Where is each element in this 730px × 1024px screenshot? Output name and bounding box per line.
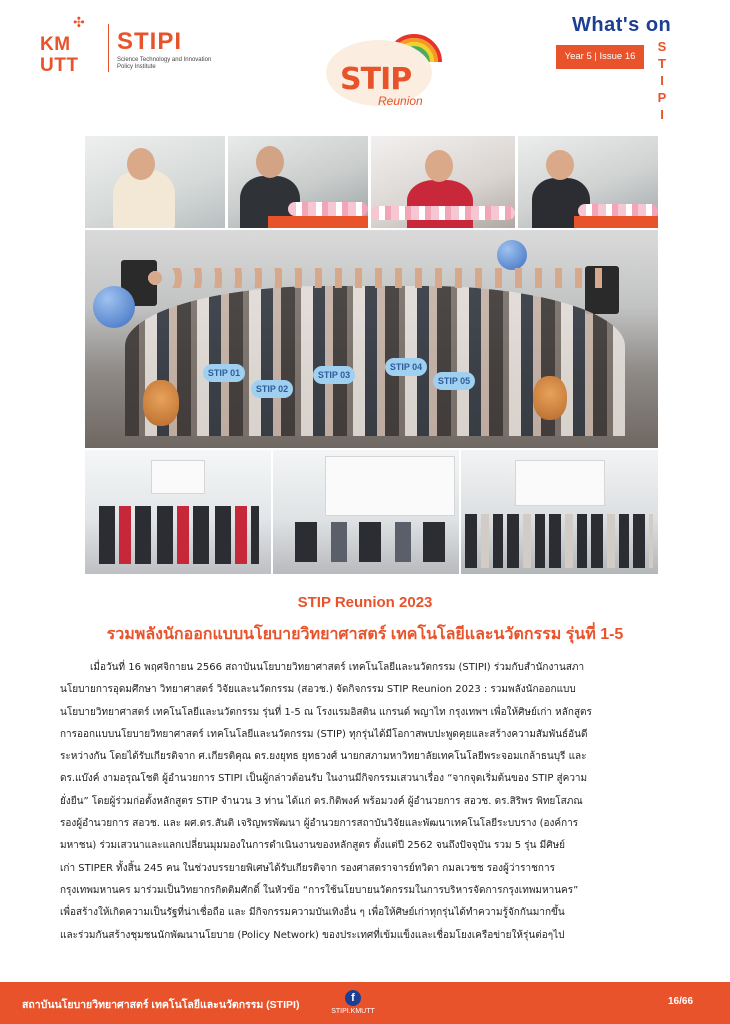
photo-vip-group bbox=[85, 450, 271, 574]
body-line: และร่วมกันสร้างชุมชนนักพัฒนานโยบาย (Policy Network) ของประเทศที่เข้มแข็งและเชื่อมโยงเครือข่ายให้รุ่นต่อๆไป bbox=[60, 929, 565, 941]
article-body bbox=[60, 657, 670, 947]
photo-speaker-3 bbox=[371, 136, 515, 228]
reunion-logo-subtitle: Reunion bbox=[378, 94, 423, 108]
photo-speaker-4 bbox=[518, 136, 658, 228]
reunion-logo-title: STIP bbox=[340, 62, 412, 97]
vertical-letter: I bbox=[660, 107, 664, 122]
stipi-logo bbox=[117, 30, 227, 71]
stipi-vertical-label bbox=[655, 38, 669, 123]
facebook-handle[interactable]: STIPI.KMUTT bbox=[331, 1008, 375, 1015]
body-line: ดร.แบ๊งค์ งามอรุณโชติ ผู้อำนวยการ STIPI เป็นผู้กล่าวต้อนรับ ในงานมีกิจกรรมเสวนาเรื่อง “จากจุดเริ่มต้นของ STIP สู่ความ bbox=[60, 773, 588, 785]
vertical-letter: I bbox=[660, 73, 664, 88]
body-line: ยั่งยืน” โดยผู้ร่วมก่อตั้งหลักสูตร STIP จำนวน 3 ท่าน ได้แก่ ดร.กิติพงค์ พร้อมวงค์ ผู้อำนวยการ สอวช. ดร.สิริพร พิทยโสภณ bbox=[60, 795, 583, 807]
photo-group bbox=[85, 230, 658, 448]
footer-org-name: สถาบันนโยบายวิทยาศาสตร์ เทคโนโลยีและนวัตกรรม (STIPI) bbox=[22, 999, 300, 1011]
article-subtitle: รวมพลังนักออกแบบนโยบายวิทยาศาสตร์ เทคโนโลยีและนวัตกรรม รุ่นที่ 1-5 bbox=[106, 626, 624, 643]
photo-panel-discussion bbox=[273, 450, 459, 574]
page-number: 16/66 bbox=[668, 996, 694, 1007]
vertical-letter: T bbox=[658, 56, 666, 71]
body-line: เก่า STIPER ทั้งสิ้น 245 คน ในช่วงบรรยายพิเศษได้รับเกียรติจาก รองศาสตราจารย์ทวิดา กมลเวชช รองผู้ว่าราชการ bbox=[60, 862, 555, 874]
body-line: ระหว่างกัน โดยได้รับเกียรติจาก ศ.เกียรติคุณ ดร.ยงยุทธ ยุทธวงศ์ นายกสภามหาวิทยาลัยเทคโนโลยีพระจอมเกล้าธนบุรี และ bbox=[60, 751, 587, 763]
body-line: กรุงเทพมหานคร มาร่วมเป็นวิทยากรกิตติมศักดิ์ ในหัวข้อ “การใช้นโยบายนวัตกรรมในการบริหารจัดการกรุงเทพมหานคร” bbox=[60, 884, 579, 896]
group-sign: STIP 05 bbox=[433, 372, 475, 390]
body-line: รองผู้อำนวยการ สอวช. และ ผศ.ดร.สันติ เจริญพรพัฒนา ผู้อำนวยการสถาบันวิจัยและพัฒนาเทคโนโลยีระบบราง (องค์การ bbox=[60, 818, 579, 830]
newsletter-title: What's on bbox=[572, 14, 672, 36]
body-line: นโยบายวิทยาศาสตร์ เทคโนโลยีและนวัตกรรม รุ่นที่ 1-5 ณ โรงแรมอิสติน แกรนด์ พญาไท กรุงเทพฯ เพื่อให้ศิษย์เก่า หลักสูตร bbox=[60, 706, 592, 718]
kmutt-logo-mark-icon: ✣ bbox=[73, 14, 85, 30]
group-sign: STIP 01 bbox=[203, 364, 245, 382]
body-line: มหาชน) ร่วมเสวนาและแลกเปลี่ยนมุมมองในการดำเนินงานของหลักสูตร ตั้งแต่ปี 2562 จนถึงปัจจุบัน รวม 5 รุ่น มีศิษย์ bbox=[60, 840, 566, 852]
stipi-logo-title: STIPI bbox=[117, 28, 183, 55]
article-title: STIP Reunion 2023 bbox=[297, 594, 433, 611]
body-line: นโยบายการอุดมศึกษา วิทยาศาสตร์ วิจัยและนวัตกรรม (สอวช.) จัดกิจกรรม STIP Reunion 2023 : รวมพลังนักออกแบบ bbox=[60, 684, 576, 696]
body-line: เพื่อสร้างให้เกิดความเป็นรัฐที่น่าเชื่อถือ และ มีกิจกรรมความบันเทิงอื่น ๆ เพื่อให้ศิษย์เก่าทุกรุ่นได้ทำความรู้จักกันมากขึ้น bbox=[60, 907, 565, 919]
kmutt-logo bbox=[40, 14, 102, 76]
issue-badge: Year 5 | Issue 16 bbox=[556, 45, 644, 69]
group-sign: STIP 04 bbox=[385, 358, 427, 376]
facebook-icon[interactable]: f bbox=[345, 990, 361, 1006]
body-line: การออกแบบนโยบายวิทยาศาสตร์ เทคโนโลยีและนวัตกรรม (STIP) ทุกรุ่นได้มีโอกาสพบปะพูดคุยและสร้างความสัมพันธ์อันดี bbox=[60, 728, 588, 740]
stip-reunion-logo bbox=[318, 22, 450, 108]
logo-divider bbox=[108, 24, 109, 72]
kmutt-logo-line2: UTT bbox=[40, 55, 79, 76]
stipi-logo-subtitle: Science Technology and Innovation Policy Institute bbox=[117, 57, 212, 70]
kmutt-logo-line1: KM bbox=[40, 34, 71, 55]
group-sign: STIP 03 bbox=[313, 366, 355, 384]
photo-stage-group bbox=[461, 450, 658, 574]
vertical-letter: P bbox=[657, 90, 667, 105]
group-sign: STIP 02 bbox=[251, 380, 293, 398]
photo-speaker-1 bbox=[85, 136, 225, 228]
vertical-letter: S bbox=[657, 39, 667, 54]
body-line: เมื่อวันที่ 16 พฤศจิกายน 2566 สถาบันนโยบายวิทยาศาสตร์ เทคโนโลยีและนวัตกรรม (STIPI) ร่วมกับสำนักงานสภา bbox=[90, 662, 585, 673]
photo-speaker-2 bbox=[228, 136, 368, 228]
